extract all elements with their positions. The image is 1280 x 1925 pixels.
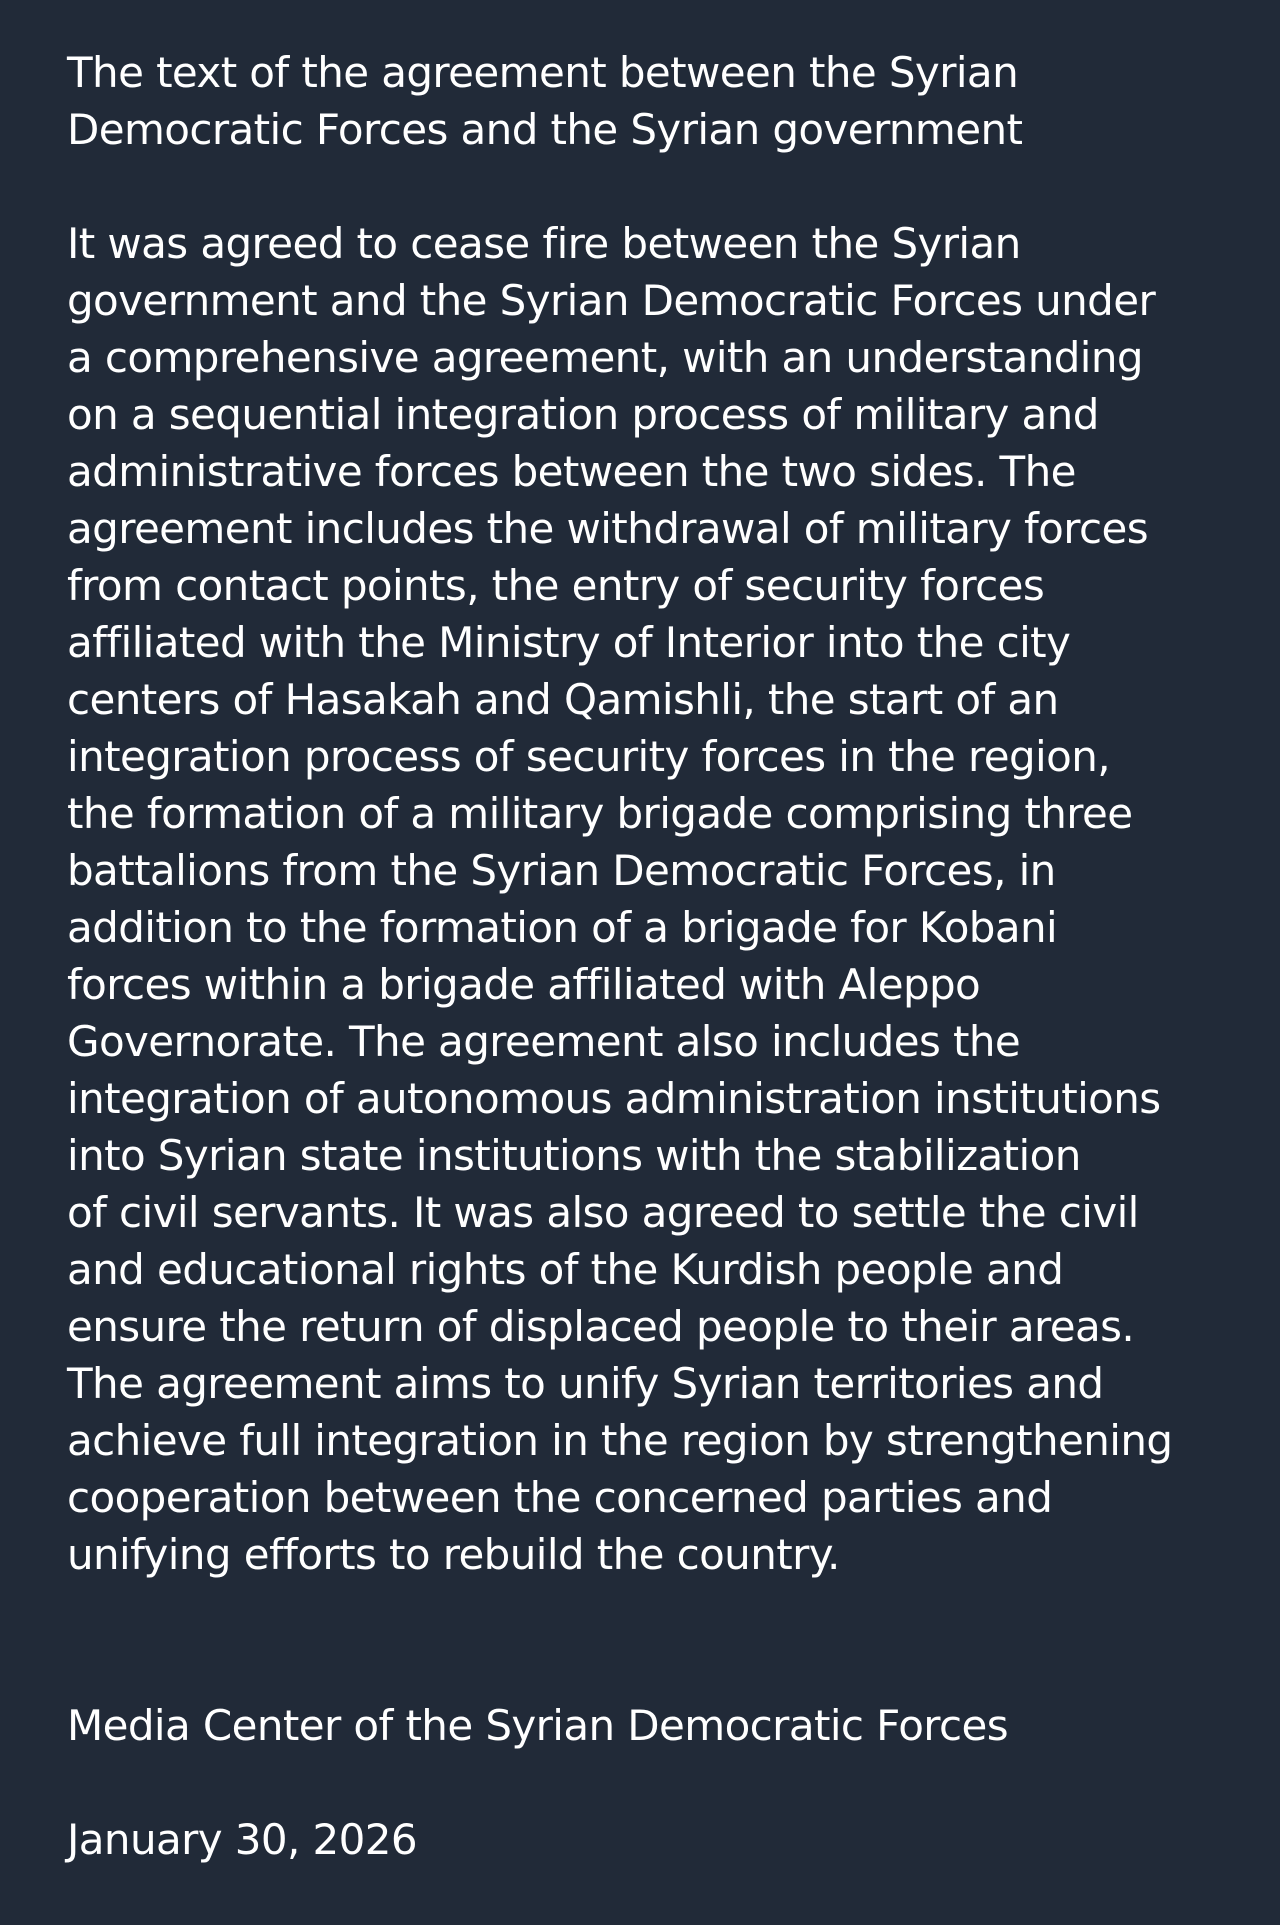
document-title: The text of the agreement between the Syrian Democratic Forces and the Syrian government: [67, 48, 1023, 154]
date-line: January 30, 2026: [67, 1815, 418, 1864]
document-footer: [67, 1640, 1220, 1925]
agreement-body-text: It was agreed to cease fire between the Syrian government and the Syrian Democratic Forces under a comprehensive agreement, with an understanding on a sequential integration process of military and administrative forces between the two sides. The agreement includes the withdrawal of military forces from contact points, the entry of security forces affiliated with the Ministry of Interior into the city centers of Hasakah and Qamishli, the start of an integration process of security forces in the region, the formation of a military brigade comprising three battalions from the Syrian Democratic Forces, in addition to the formation of a brigade for Kobani forces within a brigade affiliated with Aleppo Governorate. The agreement also includes the integration of autonomous administration institutions into Syrian state institutions with the stabilization of civil servants. It was also agreed to settle the civil and educational rights of the Kurdish people and ensure the return of displaced people to their areas. The agreement aims to unify Syrian territories and achieve full integration in the region by strengthening cooperation between the concerned parties and unifying efforts to rebuild the country.: [67, 219, 1173, 1579]
signature-line: Media Center of the Syrian Democratic Forces: [67, 1701, 1009, 1750]
